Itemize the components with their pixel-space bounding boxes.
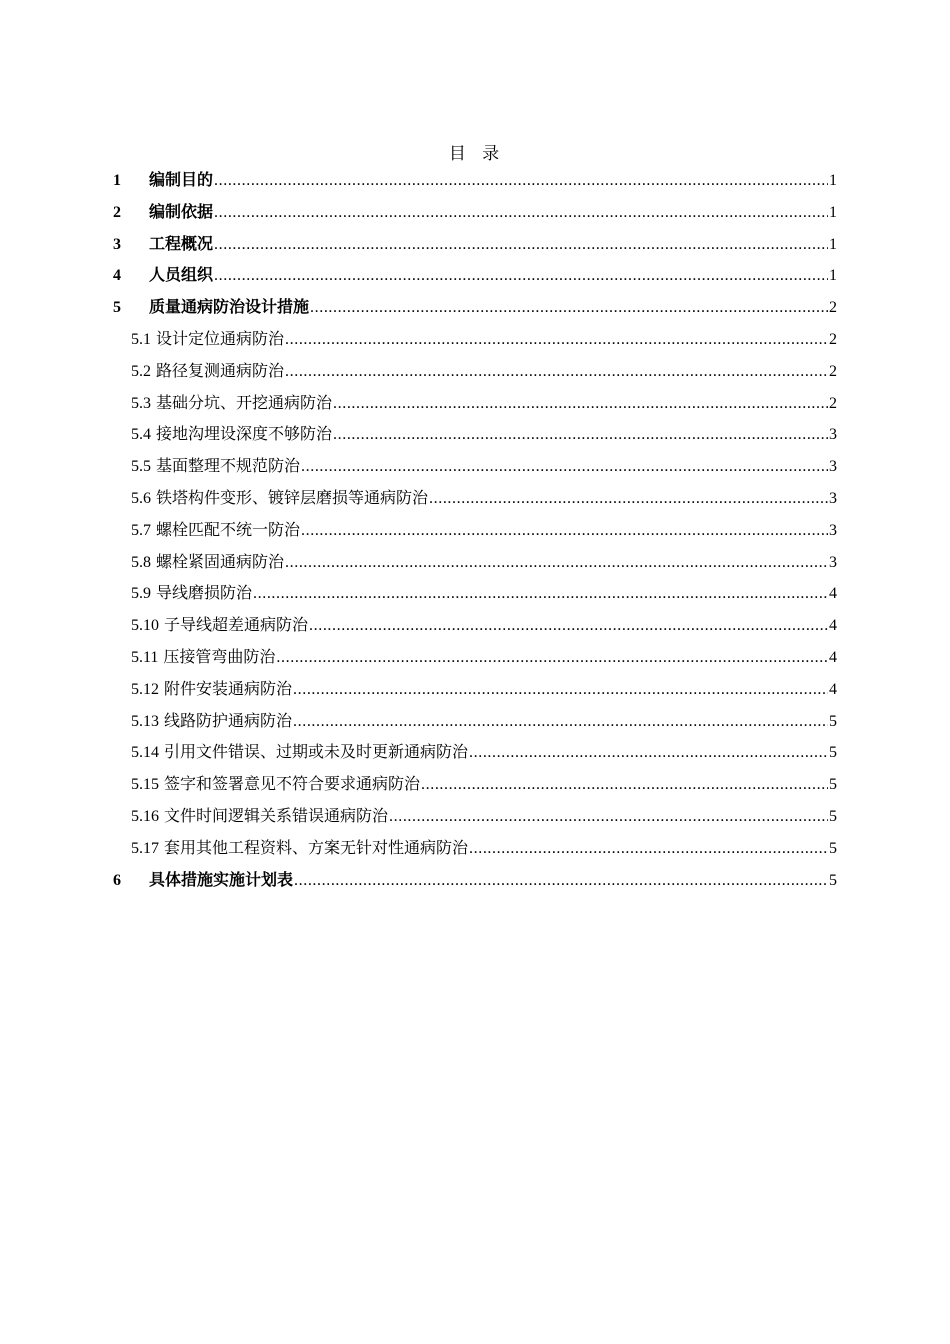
toc-entry-title: 铁塔构件变形、镀锌层磨损等通病防治 (156, 489, 429, 507)
toc-leader-dots (293, 679, 828, 701)
toc-entry-number: 5 (113, 299, 121, 317)
toc-leader-dots (301, 520, 828, 542)
toc-entry-number: 5.17 (131, 839, 159, 857)
toc-entry[interactable] (113, 711, 837, 743)
toc-entry[interactable] (113, 456, 837, 488)
toc-entry[interactable] (113, 838, 837, 870)
toc-entry-number: 5.8 (131, 553, 151, 571)
toc-entry-title: 人员组织 (149, 267, 214, 285)
table-of-contents (113, 170, 837, 901)
toc-entry[interactable] (113, 742, 837, 774)
toc-entry[interactable] (113, 774, 837, 806)
toc-entry-number: 4 (113, 267, 121, 285)
toc-entry[interactable] (113, 806, 837, 838)
toc-entry-title: 压接管弯曲防治 (163, 648, 276, 666)
toc-entry-page: 3 (829, 489, 837, 507)
toc-leader-dots (301, 456, 828, 478)
toc-entry-title: 文件时间逻辑关系错误通病防治 (164, 807, 389, 825)
toc-leader-dots (285, 552, 828, 574)
toc-leader-dots (310, 297, 828, 319)
toc-entry-number: 5.14 (131, 744, 159, 762)
toc-entry[interactable] (113, 552, 837, 584)
toc-leader-dots (333, 424, 828, 446)
toc-entry[interactable] (113, 329, 837, 361)
toc-entry-page: 2 (829, 362, 837, 380)
toc-leader-dots (293, 711, 828, 733)
toc-entry-title: 设计定位通病防治 (156, 330, 285, 348)
toc-entry-page: 2 (829, 330, 837, 348)
toc-leader-dots (469, 742, 828, 764)
toc-entry-title: 基面整理不规范防治 (156, 458, 301, 476)
toc-entry-title: 基础分坑、开挖通病防治 (156, 394, 333, 412)
toc-entry-number: 5.12 (131, 680, 159, 698)
toc-leader-dots (389, 806, 828, 828)
toc-leader-dots (294, 870, 828, 892)
toc-entry-title: 具体措施实施计划表 (149, 871, 294, 889)
toc-entry[interactable] (113, 647, 837, 679)
toc-entry-page: 1 (829, 203, 837, 221)
toc-entry-number: 5.9 (131, 585, 151, 603)
toc-leader-dots (214, 202, 828, 224)
toc-entry-title: 线路防护通病防治 (164, 712, 293, 730)
toc-entry-number: 5.7 (131, 521, 151, 539)
toc-entry-page: 5 (829, 839, 837, 857)
toc-entry-number: 3 (113, 235, 121, 253)
toc-entry-title: 编制目的 (149, 172, 214, 189)
toc-entry-page: 5 (829, 871, 837, 889)
toc-entry-page: 2 (829, 394, 837, 412)
toc-entry-number: 2 (113, 203, 121, 221)
toc-entry-number: 5.1 (131, 330, 151, 348)
toc-entry-page: 4 (829, 617, 837, 635)
toc-entry-number: 6 (113, 871, 121, 889)
toc-entry-page: 5 (829, 807, 837, 825)
toc-entry[interactable] (113, 488, 837, 520)
toc-entry-page: 4 (829, 648, 837, 666)
toc-entry-number: 5.6 (131, 489, 151, 507)
toc-entry[interactable] (113, 202, 837, 234)
toc-entry-page: 3 (829, 426, 837, 444)
toc-entry[interactable] (113, 615, 837, 647)
toc-entry-title: 编制依据 (149, 203, 214, 221)
toc-entry-number: 5.3 (131, 394, 151, 412)
toc-leader-dots (333, 393, 828, 415)
toc-entry-page: 3 (829, 553, 837, 571)
toc-entry-title: 导线磨损防治 (156, 585, 253, 603)
toc-leader-dots (285, 329, 828, 351)
toc-entry-number: 5.15 (131, 776, 159, 794)
toc-entry[interactable] (113, 361, 837, 393)
toc-leader-dots (309, 615, 828, 637)
toc-title: 目 录 (448, 144, 506, 163)
toc-entry-page: 5 (829, 744, 837, 762)
toc-entry-title: 接地沟埋设深度不够防治 (156, 426, 333, 444)
toc-entry-title: 签字和签署意见不符合要求通病防治 (164, 776, 421, 794)
toc-entry[interactable] (113, 424, 837, 456)
toc-entry-number: 5.11 (131, 648, 159, 666)
toc-entry-title: 子导线超差通病防治 (164, 617, 309, 635)
toc-entry[interactable] (113, 265, 837, 297)
toc-entry-page: 1 (829, 172, 837, 189)
toc-entry-page: 5 (829, 776, 837, 794)
toc-entry-title: 路径复测通病防治 (156, 362, 285, 380)
toc-entry[interactable] (113, 170, 837, 202)
toc-entry-number: 1 (113, 172, 121, 189)
toc-entry-page: 5 (829, 712, 837, 730)
toc-leader-dots (253, 583, 828, 605)
toc-entry-page: 4 (829, 585, 837, 603)
toc-entry[interactable] (113, 393, 837, 425)
toc-entry-title: 套用其他工程资料、方案无针对性通病防治 (164, 839, 469, 857)
toc-entry-title: 质量通病防治设计措施 (149, 299, 310, 317)
toc-entry[interactable] (113, 583, 837, 615)
toc-leader-dots (276, 647, 828, 669)
toc-leader-dots (469, 838, 828, 860)
toc-leader-dots (214, 265, 828, 287)
toc-entry-number: 5.2 (131, 362, 151, 380)
toc-entry[interactable] (113, 520, 837, 552)
toc-entry-title: 引用文件错误、过期或未及时更新通病防治 (164, 744, 469, 762)
toc-entry-number: 5.16 (131, 807, 159, 825)
toc-entry-page: 1 (829, 267, 837, 285)
toc-entry[interactable] (113, 870, 837, 902)
toc-entry-title: 工程概况 (149, 235, 214, 253)
toc-entry[interactable] (113, 234, 837, 266)
toc-entry-page: 3 (829, 458, 837, 476)
toc-leader-dots (285, 361, 828, 383)
toc-entry[interactable] (113, 297, 837, 329)
toc-entry-page: 3 (829, 521, 837, 539)
toc-entry-title: 附件安装通病防治 (164, 680, 293, 698)
toc-entry-number: 5.5 (131, 458, 151, 476)
toc-entry-title: 螺栓匹配不统一防治 (156, 521, 301, 539)
toc-entry-number: 5.4 (131, 426, 151, 444)
toc-leader-dots (214, 170, 828, 192)
toc-entry-page: 1 (829, 235, 837, 253)
toc-leader-dots (214, 234, 828, 256)
toc-entry-title: 螺栓紧固通病防治 (156, 553, 285, 571)
toc-leader-dots (429, 488, 828, 510)
toc-entry-number: 5.13 (131, 712, 159, 730)
toc-leader-dots (421, 774, 828, 796)
toc-entry-number: 5.10 (131, 617, 159, 635)
toc-entry[interactable] (113, 679, 837, 711)
toc-entry-page: 2 (829, 299, 837, 317)
toc-entry-page: 4 (829, 680, 837, 698)
